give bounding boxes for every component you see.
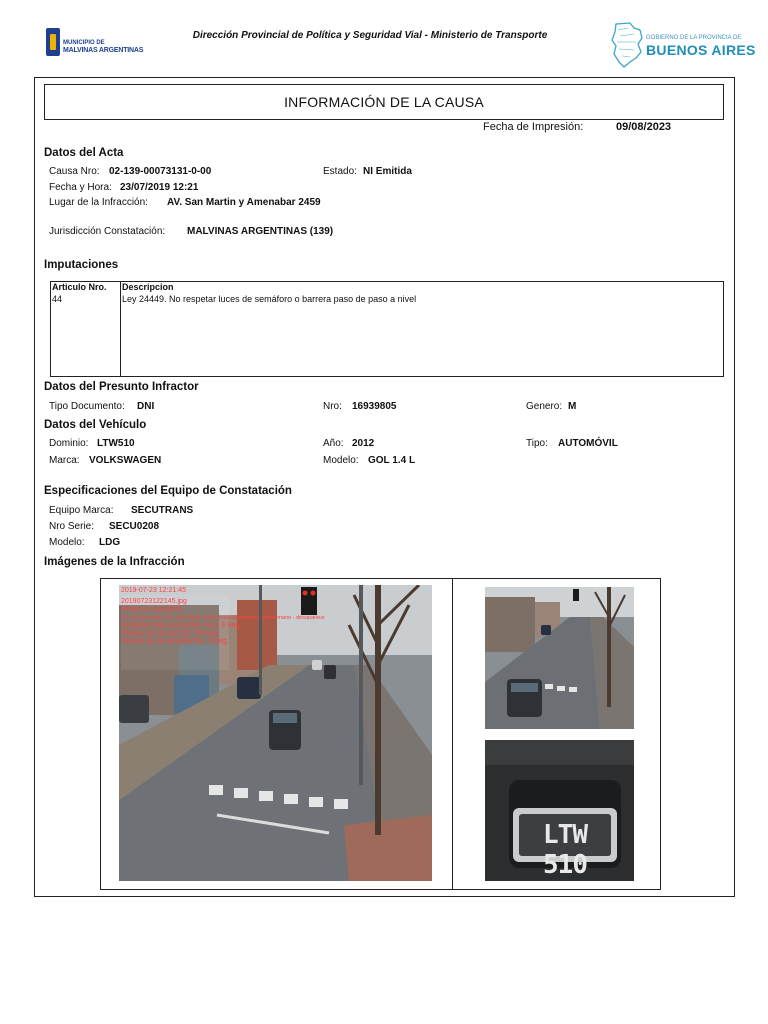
overlay-line: Tiempo de luz amarilla Tot.: 3 Seg.: [121, 638, 229, 645]
tipo-documento-value: DNI: [137, 401, 155, 412]
fecha-hora-label: Fecha y Hora:: [49, 182, 112, 193]
table-column-divider: [120, 282, 121, 376]
imputaciones-table: [50, 281, 724, 377]
causa-value: 02-139-00073131-0-00: [109, 166, 212, 177]
ba-logo-line2: BUENOS AIRES: [646, 42, 756, 58]
print-date-value: 09/08/2023: [616, 121, 672, 133]
overlay-line: Semaforo Rojo encendido hace 3 Seg.: [121, 622, 242, 629]
nro-documento-value: 16939805: [352, 401, 397, 412]
images-divider: [452, 579, 453, 889]
equipo-modelo-value: LDG: [99, 537, 121, 548]
municipio-logo-line1: MUNICIPIO DE: [63, 40, 105, 46]
causa-label: Causa Nro:: [49, 166, 100, 177]
equipo-marca-value: SECUTRANS: [131, 505, 194, 516]
jurisdiccion-label: Jurisdicción Constatación:: [49, 226, 166, 237]
section-heading-equipo: Especificaciones del Equipo de Constatación: [44, 485, 292, 497]
estado-label: Estado:: [323, 166, 357, 177]
fecha-hora-value: 23/07/2019 12:21: [120, 182, 199, 193]
section-heading-imputaciones: Imputaciones: [44, 259, 119, 271]
infraction-photo-main: [119, 585, 432, 881]
section-heading-acta: Datos del Acta: [44, 147, 124, 159]
equipo-marca-label: Equipo Marca:: [49, 505, 114, 516]
anio-label: Año:: [323, 438, 344, 449]
table-cell-articulo: 44: [52, 294, 63, 304]
lugar-label: Lugar de la Infracción:: [49, 197, 148, 208]
overlay-line: Infraccion semaforo: [121, 606, 183, 613]
dominio-value: LTW510: [97, 438, 135, 449]
section-heading-imagenes: Imágenes de la Infracción: [44, 556, 185, 568]
table-cell-descripcion: Ley 24449. No respetar luces de semáforo o barrera paso de paso a nivel: [122, 294, 417, 304]
modelo-vehiculo-value: GOL 1.4 L: [368, 455, 416, 466]
tipo-vehiculo-label: Tipo:: [526, 438, 548, 449]
tipo-documento-label: Tipo Documento:: [49, 401, 125, 412]
marca-value: VOLKSWAGEN: [89, 455, 162, 466]
column-header-descripcion: Descripcion: [122, 282, 174, 292]
municipio-emblem-icon: [46, 28, 60, 56]
anio-value: 2012: [352, 438, 375, 449]
plate-text: LTW 510: [543, 820, 587, 880]
nro-serie-label: Nro Serie:: [49, 521, 95, 532]
municipio-logo: [46, 28, 158, 60]
header-title: Dirección Provincial de Política y Seguridad Vial - Ministerio de Transporte: [192, 30, 548, 41]
overlay-line: Tiempo de luz roja Tot.: 46 Seg.: [121, 630, 220, 637]
jurisdiccion-value: MALVINAS ARGENTINAS (139): [187, 226, 334, 237]
buenos-aires-logo: [610, 20, 756, 70]
genero-value: M: [568, 401, 577, 412]
photo-overlay-text: [121, 587, 421, 646]
column-header-articulo: Articulo Nro.: [52, 282, 107, 292]
tipo-vehiculo-value: AUTOMÓVIL: [558, 438, 618, 449]
marca-label: Marca:: [49, 455, 80, 466]
nro-serie-value: SECU0208: [109, 521, 160, 532]
municipio-logo-line2: MALVINAS ARGENTINAS: [63, 47, 144, 54]
print-date-label: Fecha de Impresión:: [483, 121, 584, 133]
ba-logo-line1: GOBIERNO DE LA PROVINCIA DE: [646, 35, 742, 41]
overlay-line: Av. del Libertador Grl. San Martin 2459 cruce Amenabar - doble mano - desaparece: [121, 615, 325, 621]
province-map-icon: [610, 22, 644, 68]
section-heading-vehiculo: Datos del Vehículo: [44, 419, 147, 431]
estado-value: NI Emitida: [363, 166, 412, 177]
equipo-modelo-label: Modelo:: [49, 537, 85, 548]
infraction-images-frame: [100, 578, 661, 890]
document-title: INFORMACIÓN DE LA CAUSA: [44, 84, 724, 120]
dominio-label: Dominio:: [49, 438, 89, 449]
nro-documento-label: Nro:: [323, 401, 342, 412]
modelo-vehiculo-label: Modelo:: [323, 455, 359, 466]
infraction-photo-secondary: [485, 587, 634, 729]
lugar-value: AV. San Martin y Amenabar 2459: [167, 197, 321, 208]
overlay-line: 20190723122145.jpg: [121, 598, 187, 605]
license-plate-closeup: [485, 740, 634, 881]
section-heading-infractor: Datos del Presunto Infractor: [44, 381, 199, 393]
overlay-line: 2019-07-23 12:21:45: [121, 587, 186, 594]
genero-label: Genero:: [526, 401, 563, 412]
